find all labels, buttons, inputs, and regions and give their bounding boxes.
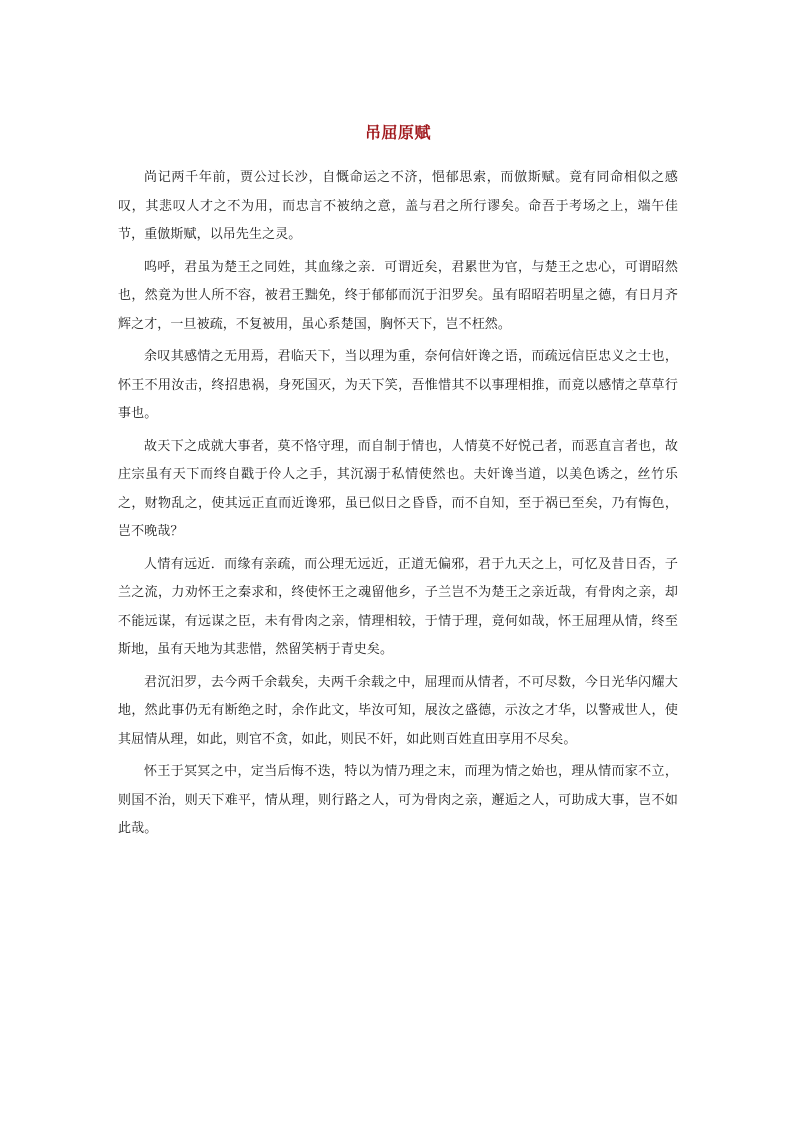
paragraph-3: 余叹其感情之无用焉，君临天下，当以理为重，奈何信奸谗之语，而疏远信臣忠义之士也，怀王不用汝击，终招患祸，身死国灭，为天下笑，吾惟惜其不以事理相推，而竟以感情之草草行事也。 (118, 349, 678, 421)
document-page (118, 118, 678, 848)
paragraph-5: 人情有远近．而缘有亲疏，而公理无远近，正道无偏邪，君于九天之上，可忆及昔日否，子兰之流，力劝怀王之秦求和，终使怀王之魂留他乡，子兰岂不为楚王之亲近哉，有骨肉之亲，却不能远谋，有远谋之臣，未有骨肉之亲，情理相较，于情于理，竟何如哉，怀王屈理从情，终至斯地，虽有天地为其悲惜，然留笑柄于青史矣。 (118, 556, 678, 657)
paragraph-6: 君沉汨罗，去今两千余载矣，夫两千余载之中，屈理而从情者，不可尽数，今日光华闪耀大地，然此事仍无有断绝之时，余作此文，毕汝可知，展汝之盛德，示汝之才华，以警戒世人，使其屈情从理，如此，则官不贪，如此，则民不奸，如此则百姓直田享用不尽矣。 (118, 674, 678, 747)
document-title: 吊屈原赋 (364, 123, 431, 142)
paragraph-4: 故天下之成就大事者，莫不恪守理，而自制于情也，人情莫不好悦己者，而恶直言者也，故庄宗虽有天下而终自戳于伶人之手，其沉溺于私情使然也。夫奸谗当道，以美色诱之，丝竹乐之，财物乱之，使其远正直而近谗邪，虽已似日之昏昏，而不自知，至于祸已至矣，乃有悔色，岂不晚哉？ (118, 438, 678, 539)
paragraph-7: 怀王于冥冥之中，定当后悔不迭，特以为情乃理之末，而理为情之始也，理从情而家不立，则国不治，则天下难平，情从理，则行路之人，可为骨肉之亲，邂逅之人，可助成大事，岂不如此哉。 (118, 764, 678, 836)
paragraph-1: 尚记两千年前，贾公过长沙，自慨命运之不济，悒郁思索，而倣斯赋。竟有同命相似之感叹，其悲叹人才之不为用，而忠言不被纳之意，盖与君之所行谬矣。命吾于考场之上，端午佳节，重倣斯赋，以吊先生之灵。 (118, 170, 678, 242)
paragraph-2: 呜呼，君虽为楚王之同姓，其血缘之亲．可谓近矣，君累世为官，与楚王之忠心，可谓昭然也，然竟为世人所不容，被君王黜免，终于郁郁而沉于汨罗矣。虽有昭昭若明星之德，有日月齐辉之才，一旦被疏，不复被用，虽心系楚国，胸怀天下，岂不枉然。 (118, 259, 678, 332)
